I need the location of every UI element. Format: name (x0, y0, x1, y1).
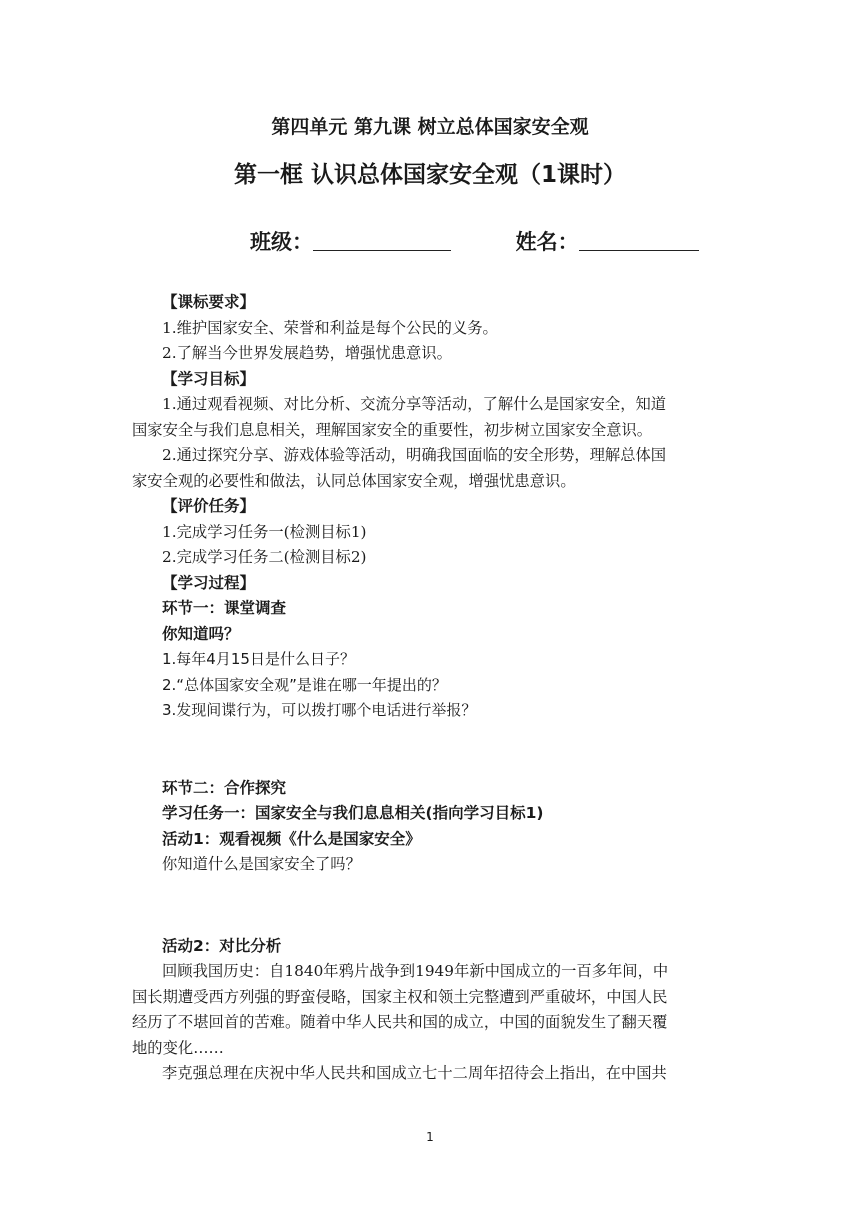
activity-1-heading: 活动1：观看视频《什么是国家安全》 (162, 829, 421, 848)
curriculum-item: 1.维护国家安全、荣誉和利益是每个公民的义务。 (162, 318, 498, 337)
class-name-line (250, 226, 699, 256)
evaluation-item: 1.完成学习任务一(检测目标1) (162, 522, 367, 541)
class-label: 班级： (250, 230, 313, 254)
step-1-heading: 环节一：课堂调查 (162, 599, 287, 617)
objective-2-line: 家安全观的必要性和做法，认同总体国家安全观，增强忧患意识。 (132, 471, 576, 490)
name-label: 姓名： (515, 230, 579, 254)
name-blank[interactable] (579, 228, 699, 251)
class-blank[interactable] (313, 228, 451, 251)
document-body (132, 290, 732, 1087)
curriculum-heading: 【课标要求】 (162, 293, 256, 311)
history-paragraph-line: 回顾我国历史：自1840年鸦片战争到1949年新中国成立的一百多年间，中 (162, 962, 669, 980)
history-paragraph-line: 经历了不堪回首的苦难。随着中华人民共和国的成立，中国的面貌发生了翻天覆 (132, 1013, 668, 1031)
task-1-heading: 学习任务一：国家安全与我们息息相关(指向学习目标1) (162, 804, 544, 822)
quote-paragraph-line: 李克强总理在庆祝中华人民共和国成立七十二周年招待会上指出，在中国共 (162, 1064, 667, 1082)
step-2-heading: 环节二：合作探究 (162, 778, 287, 797)
objective-2-line: 2.通过探究分享、游戏体验等活动，明确我国面临的安全形势，理解总体国 (162, 446, 667, 464)
unit-title: 第四单元 第九课 树立总体国家安全观 (271, 116, 589, 138)
evaluation-heading: 【评价任务】 (162, 497, 256, 515)
objectives-heading: 【学习目标】 (162, 369, 256, 388)
answer-space (132, 878, 732, 934)
objective-1-line: 国家安全与我们息息相关，理解国家安全的重要性，初步树立国家安全意识。 (132, 420, 653, 439)
quiz-question: 1.每年4月15日是什么日子？ (162, 650, 355, 668)
page-number: 1 (426, 1130, 434, 1144)
activity-2-heading: 活动2：对比分析 (162, 936, 282, 955)
lesson-title: 第一框 认识总体国家安全观（1课时） (233, 162, 626, 188)
evaluation-item: 2.完成学习任务二(检测目标2) (162, 548, 367, 566)
quiz-title: 你知道吗？ (162, 624, 240, 643)
objective-1-line: 1.通过观看视频、对比分析、交流分享等活动，了解什么是国家安全，知道 (162, 395, 667, 413)
history-paragraph-line: 国长期遭受西方列强的野蛮侵略，国家主权和领土完整遭到严重破坏，中国人民 (132, 987, 668, 1006)
activity-1-question: 你知道什么是国家安全了吗？ (162, 855, 361, 873)
quiz-question: 2.“总体国家安全观”是谁在哪一年提出的？ (162, 675, 447, 694)
answer-space (132, 724, 732, 776)
history-paragraph-line: 地的变化…… (132, 1038, 224, 1057)
process-heading: 【学习过程】 (162, 573, 256, 592)
curriculum-item: 2.了解当今世界发展趋势，增强忧患意识。 (162, 344, 452, 362)
quiz-question: 3.发现间谍行为，可以拨打哪个电话进行举报？ (162, 701, 477, 719)
